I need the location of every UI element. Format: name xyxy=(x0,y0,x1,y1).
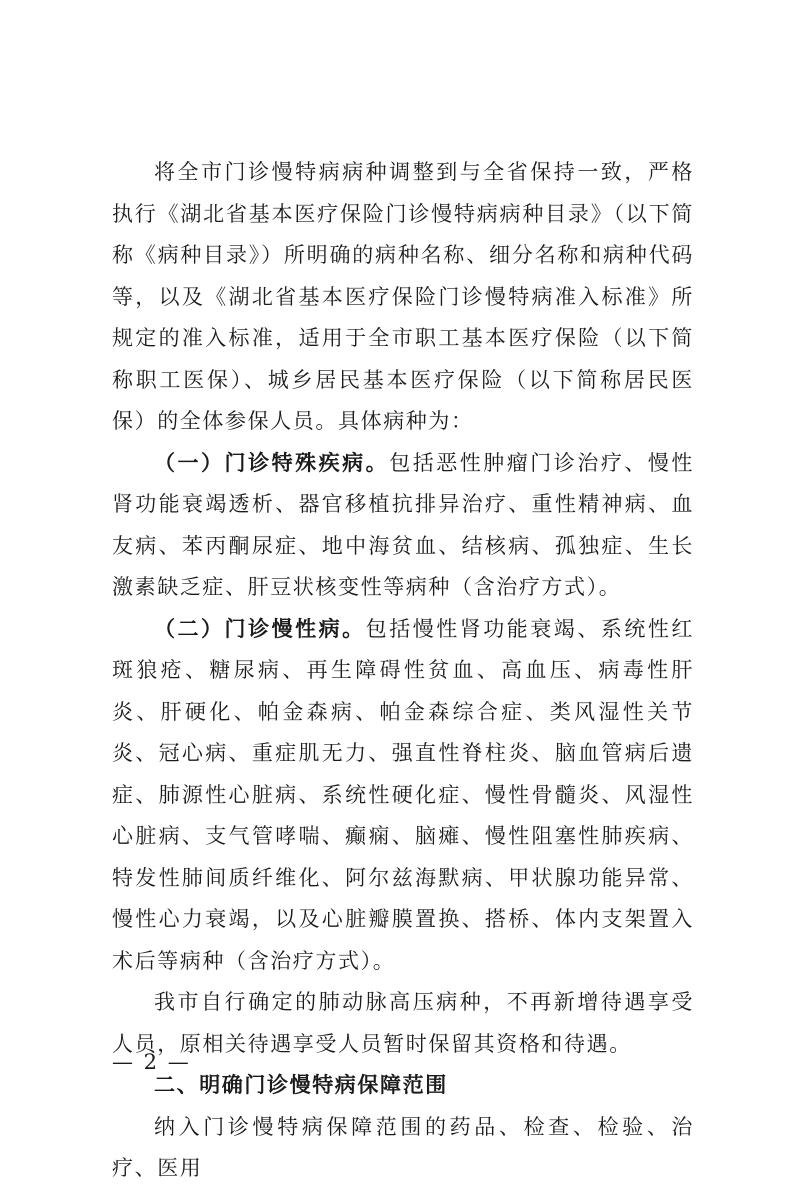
special-diseases-body: 包括恶性肿瘤门诊治疗、慢性肾功能衰竭透析、器官移植抗排异治疗、重性精神病、血友病、苯丙酮尿症、地中海贫血、结核病、孤独症、生长激素缺乏症、肝豆状核变性等病种（含治疗方式）。 xyxy=(112,450,694,599)
page-number: — 2 — xyxy=(112,1050,191,1074)
paragraph-pulmonary-hypertension: 我市自行确定的肺动脉高压病种，不再新增待遇享受人员，原相关待遇享受人员暂时保留其资格和待遇。 xyxy=(112,990,694,1056)
paragraph-coverage-scope: 纳入门诊慢特病保障范围的药品、检查、检验、治疗、医用 xyxy=(112,1114,694,1180)
document-body xyxy=(112,152,694,1190)
section-heading-coverage-scope: 二、明确门诊慢特病保障范围 xyxy=(154,1073,448,1097)
paragraph-chronic-outpatient-diseases xyxy=(112,609,694,983)
chronic-diseases-lead: （二）门诊慢性病。 xyxy=(154,616,366,641)
paragraph-disease-adjustment: 将全市门诊慢特病病种调整到与全省保持一致，严格执行《湖北省基本医疗保险门诊慢特病病种目录》（以下简称《病种目录》）所明确的病种名称、细分名称和病种代码等，以及《湖北省基本医疗保险门诊慢特病准入标准》所规定的准入标准，适用于全市职工基本医疗保险（以下简称职工医保）、城乡居民基本医疗保险（以下简称居民医保）的全体参保人员。具体病种为： xyxy=(112,160,694,433)
paragraph-special-outpatient-diseases xyxy=(112,443,694,609)
chronic-diseases-body: 包括慢性肾功能衰竭、系统性红斑狼疮、糖尿病、再生障碍性贫血、高血压、病毒性肝炎、肝硬化、帕金森病、帕金森综合症、类风湿性关节炎、冠心病、重症肌无力、强直性脊柱炎、脑血管病后遗症、肺源性心脏病、系统性硬化症、慢性骨髓炎、风湿性心脏病、支气管哮喘、癫痫、脑瘫、慢性阻塞性肺疾病、特发性肺间质纤维化、阿尔兹海默病、甲状腺功能异常、慢性心力衰竭，以及心脏瓣膜置换、搭桥、体内支架置入术后等病种（含治疗方式）。 xyxy=(112,616,694,973)
special-diseases-lead: （一）门诊特殊疾病。 xyxy=(154,450,390,475)
